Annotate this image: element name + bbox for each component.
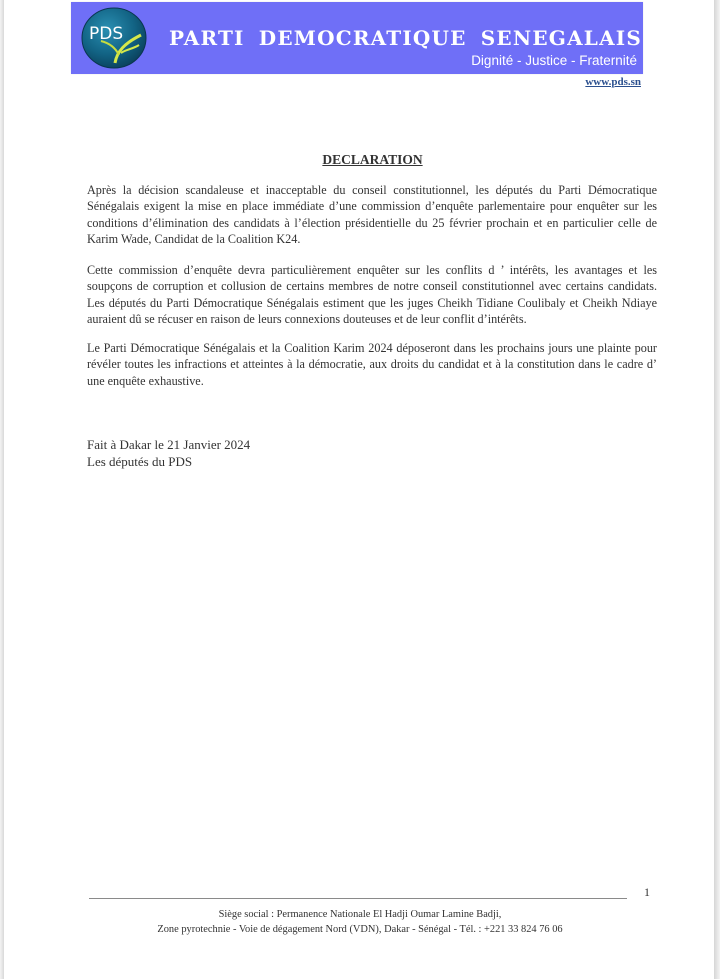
page-edge-left (0, 0, 4, 979)
footer-divider (89, 898, 627, 899)
letterhead-banner (71, 2, 643, 74)
logo-text: PDS (89, 24, 124, 44)
paragraph-3: Le Parti Démocratique Sénégalais et la Coalition Karim 2024 déposeront dans les prochains jours une plainte pour révéler toutes les infractions et atteintes à la démocratie, aux droits du candidat et à la constitution dans le cadre d’ une enquête exhaustive. (87, 341, 657, 388)
party-name: PARTI DEMOCRATIQUE SENEGALAIS (169, 26, 642, 50)
party-motto: Dignité - Justice - Fraternité (471, 53, 637, 68)
paragraph-1: Après la décision scandaleuse et inacceptable du conseil constitutionnel, les députés du Parti Démocratique Sénégalais exigent la mise en place immédiate d’une commission d’enquête parlementaire pour enquêter sur les conditions d’élimination des candidats à l’élection présidentielle du 25 février prochain et en particulier celle de Karim Wade, Candidat de la Coalition K24. (87, 183, 657, 247)
page-edge-right (714, 0, 720, 979)
website-link[interactable]: www.pds.sn (585, 76, 641, 88)
footer-address-line-1: Siège social : Permanence Nationale El Hadji Oumar Lamine Badji, (218, 909, 502, 920)
signatory: Les députés du PDS (87, 454, 193, 469)
footer-address (0, 907, 720, 937)
pds-logo-icon (81, 5, 151, 69)
document-title: DECLARATION (322, 152, 423, 167)
signoff-block (87, 436, 250, 470)
page-number: 1 (644, 885, 650, 899)
place-date: Fait à Dakar le 21 Janvier 2024 (87, 437, 251, 452)
footer-address-line-2: Zone pyrotechnie - Voie de dégagement Nord (VDN), Dakar - Sénégal - Tél. : +221 33 824 76 06 (157, 924, 563, 935)
paragraph-2: Cette commission d’enquête devra particulièrement enquêter sur les conflits d ’ intérêts, les avantages et les soupçons de corruption et collusion de certains membres de notre conseil constitutionnel avec certains candidats. Les députés du Parti Démocratique Sénégalais estiment que les juges Cheikh Tidiane Coulibaly et Cheikh Ndiaye auraient dû se récuser en raison de leurs connexions douteuses et de leur conflit d’intérêts. (87, 263, 657, 327)
